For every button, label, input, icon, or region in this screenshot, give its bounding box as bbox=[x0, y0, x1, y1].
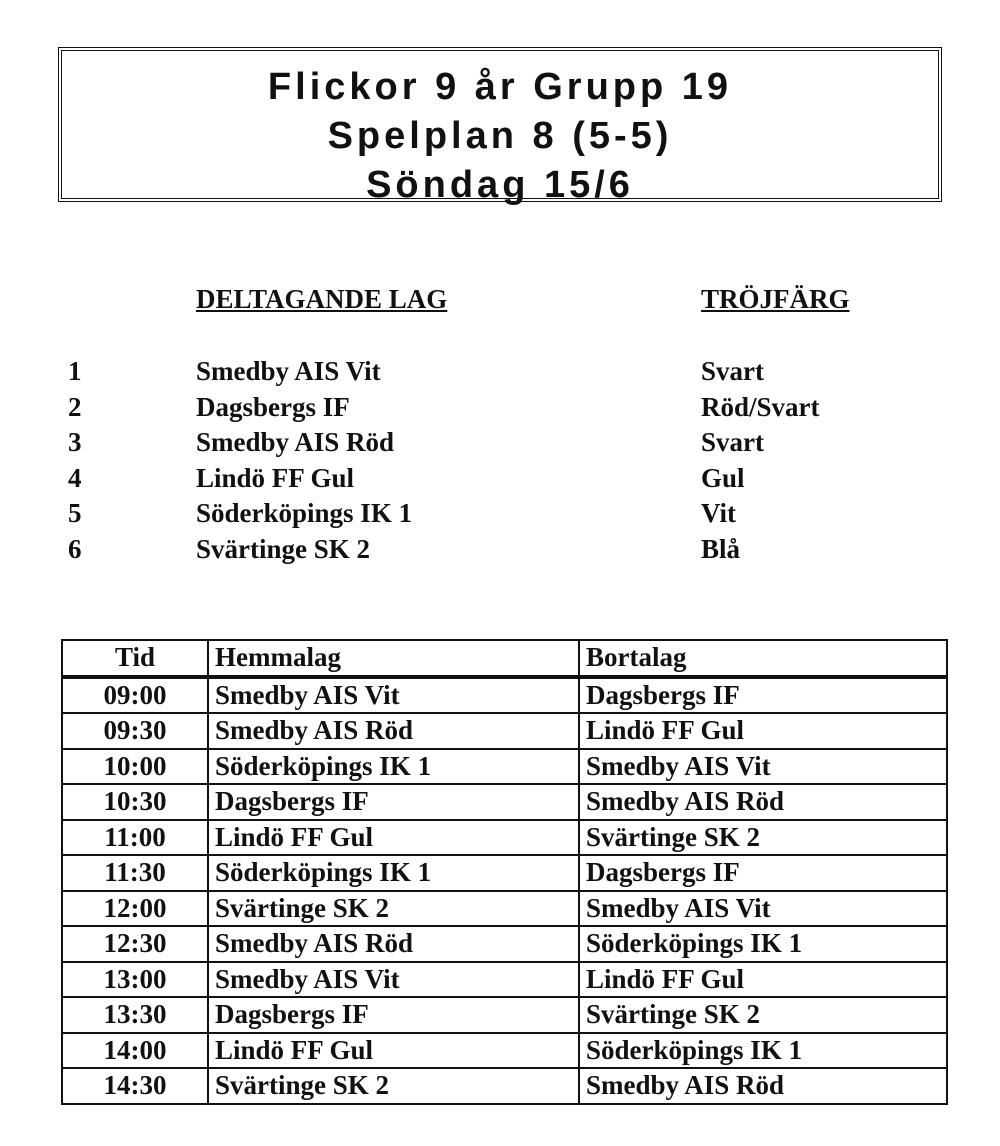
time-column-header: Tid bbox=[62, 640, 208, 677]
match-time: 10:30 bbox=[62, 784, 208, 820]
team-number: 2 bbox=[68, 391, 82, 422]
match-time: 11:00 bbox=[62, 820, 208, 856]
team-name: Smedby AIS Vit bbox=[196, 356, 381, 386]
team-name: Dagsbergs IF bbox=[196, 391, 350, 422]
team-name: Lindö FF Gul bbox=[196, 462, 355, 493]
table-row bbox=[62, 891, 947, 927]
table-row bbox=[62, 926, 947, 962]
team-shirt-color: Svart bbox=[701, 356, 764, 386]
title-block bbox=[62, 51, 938, 210]
away-team: Smedby AIS Vit bbox=[579, 891, 947, 927]
away-team: Smedby AIS Röd bbox=[579, 784, 947, 820]
home-team: Smedby AIS Röd bbox=[208, 926, 579, 962]
home-team: Svärtinge SK 2 bbox=[208, 1068, 579, 1104]
away-team: Svärtinge SK 2 bbox=[579, 820, 947, 856]
team-row bbox=[0, 461, 1000, 497]
team-row bbox=[0, 532, 1000, 568]
team-shirt-color: Vit bbox=[701, 498, 736, 528]
away-team: Dagsbergs IF bbox=[579, 677, 947, 714]
home-team: Lindö FF Gul bbox=[208, 820, 579, 856]
team-row bbox=[0, 390, 1000, 426]
team-row bbox=[0, 425, 1000, 461]
match-time: 09:00 bbox=[62, 677, 208, 714]
away-team: Dagsbergs IF bbox=[579, 855, 947, 891]
table-row bbox=[62, 749, 947, 785]
match-time: 11:30 bbox=[62, 855, 208, 891]
team-number: 6 bbox=[68, 533, 82, 564]
match-time: 09:30 bbox=[62, 713, 208, 749]
match-time: 14:00 bbox=[62, 1033, 208, 1069]
away-team: Smedby AIS Vit bbox=[579, 749, 947, 785]
team-name: Smedby AIS Röd bbox=[196, 427, 395, 457]
teams-list bbox=[0, 354, 1000, 567]
team-shirt-color: Röd/Svart bbox=[701, 391, 820, 422]
team-shirt-color: Svart bbox=[701, 427, 764, 457]
home-team: Dagsbergs IF bbox=[208, 997, 579, 1033]
table-row bbox=[62, 855, 947, 891]
home-team: Smedby AIS Vit bbox=[208, 677, 579, 714]
table-row bbox=[62, 677, 947, 714]
away-team: Lindö FF Gul bbox=[579, 713, 947, 749]
away-team-column-header: Bortalag bbox=[579, 640, 947, 677]
table-row bbox=[62, 962, 947, 998]
page-title: Flickor 9 år Grupp 19 bbox=[267, 66, 733, 108]
table-row bbox=[62, 713, 947, 749]
away-team: Svärtinge SK 2 bbox=[579, 997, 947, 1033]
table-row bbox=[62, 1068, 947, 1104]
team-number: 1 bbox=[68, 356, 82, 386]
home-team: Dagsbergs IF bbox=[208, 784, 579, 820]
match-time: 10:00 bbox=[62, 749, 208, 785]
home-team: Svärtinge SK 2 bbox=[208, 891, 579, 927]
match-time: 14:30 bbox=[62, 1068, 208, 1104]
away-team: Lindö FF Gul bbox=[579, 962, 947, 998]
table-row bbox=[62, 997, 947, 1033]
team-number: 3 bbox=[68, 427, 82, 457]
shirt-color-column-header: TRÖJFÄRG bbox=[701, 284, 850, 314]
match-time: 12:30 bbox=[62, 926, 208, 962]
team-name: Svärtinge SK 2 bbox=[196, 533, 371, 564]
team-number: 4 bbox=[68, 462, 82, 493]
home-team: Söderköpings IK 1 bbox=[208, 855, 579, 891]
away-team: Söderköpings IK 1 bbox=[579, 1033, 947, 1069]
home-team: Lindö FF Gul bbox=[208, 1033, 579, 1069]
team-number: 5 bbox=[68, 498, 82, 528]
home-team: Smedby AIS Röd bbox=[208, 713, 579, 749]
field-subtitle: Spelplan 8 (5-5) bbox=[327, 115, 673, 157]
home-team: Smedby AIS Vit bbox=[208, 962, 579, 998]
team-row bbox=[0, 354, 1000, 390]
table-header-row bbox=[62, 640, 947, 677]
team-row bbox=[0, 496, 1000, 532]
match-time: 13:30 bbox=[62, 997, 208, 1033]
team-shirt-color: Blå bbox=[701, 533, 741, 564]
home-team: Söderköpings IK 1 bbox=[208, 749, 579, 785]
table-row bbox=[62, 1033, 947, 1069]
match-schedule-table bbox=[61, 639, 948, 1105]
title-box bbox=[58, 47, 942, 206]
team-name: Söderköpings IK 1 bbox=[196, 498, 413, 528]
table-row bbox=[62, 820, 947, 856]
away-team: Söderköpings IK 1 bbox=[579, 926, 947, 962]
date-subtitle: Söndag 15/6 bbox=[366, 164, 634, 206]
home-team-column-header: Hemmalag bbox=[208, 640, 579, 677]
match-time: 12:00 bbox=[62, 891, 208, 927]
table-row bbox=[62, 784, 947, 820]
teams-column-header: DELTAGANDE LAG bbox=[196, 284, 448, 314]
team-shirt-color: Gul bbox=[701, 462, 745, 493]
match-time: 13:00 bbox=[62, 962, 208, 998]
away-team: Smedby AIS Röd bbox=[579, 1068, 947, 1104]
